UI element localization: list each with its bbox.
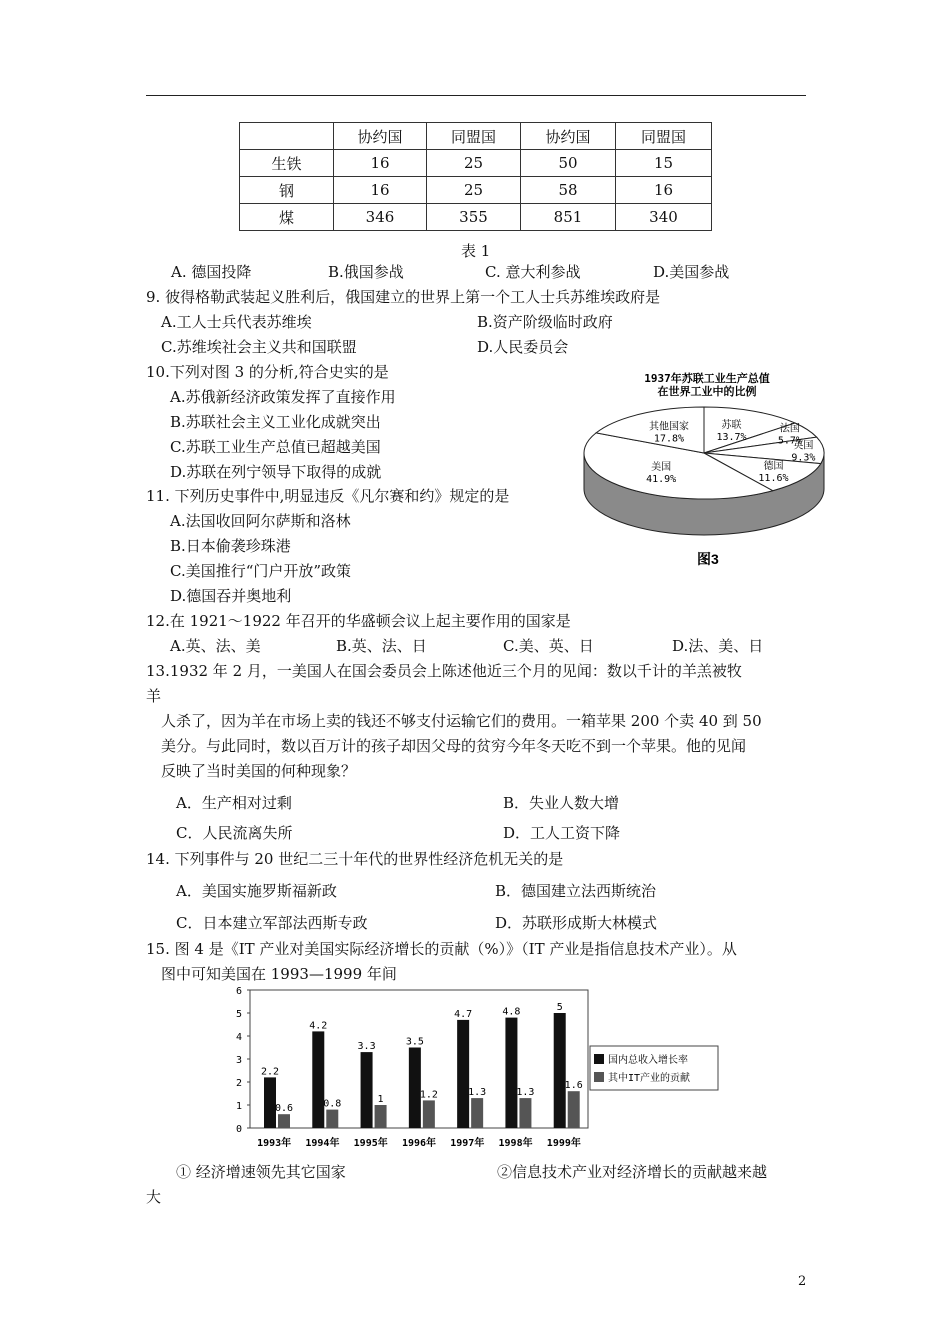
q13-line-1: 13.1932 年 2 月，一美国人在国会委员会上陈述他近三个月的见闻：数以千计的羊羔被牧 — [146, 662, 742, 680]
q9-option-c: C.苏维埃社会主义共和国联盟 — [161, 338, 357, 356]
x-tick-label: 1993年 — [257, 1138, 292, 1149]
table-cell: 25 — [427, 177, 521, 204]
q13-option-a: A．生产相对过剩 — [176, 794, 292, 812]
q12-option-a: A.英、法、美 — [170, 637, 261, 655]
q14-option-d: D．苏联形成斯大林模式 — [495, 914, 658, 932]
y-tick-label: 0 — [235, 1124, 242, 1135]
table-cell: 15 — [616, 150, 712, 177]
bar-value-label: 1.2 — [419, 1089, 438, 1101]
table-caption: 表 1 — [461, 242, 491, 260]
bar-value-label: 4.7 — [454, 1008, 473, 1020]
table-cell: 58 — [521, 177, 616, 204]
q15-line-2: 图中可知美国在 1993—1999 年间 — [161, 965, 397, 983]
table-header-cell: 协约国 — [521, 123, 616, 150]
q10-option-c: C.苏联工业生产总值已超越美国 — [170, 438, 381, 456]
bar-gdp-growth — [409, 1048, 421, 1129]
bar-value-label: 0.6 — [274, 1103, 294, 1115]
q14-option-c: C．日本建立军部法西斯专政 — [176, 914, 368, 932]
q13-option-b: B．失业人数大增 — [503, 794, 620, 812]
q13-line-3: 人杀了，因为羊在市场上卖的钱还不够支付运输它们的费用。一箱苹果 200 个卖 40 到 50 — [161, 712, 762, 730]
table-cell: 16 — [616, 177, 712, 204]
q9-option-b: B.资产阶级临时政府 — [477, 313, 613, 331]
q9-option-a: A.工人士兵代表苏维埃 — [161, 313, 312, 331]
header-rule — [146, 95, 806, 96]
q11-stem: 11. 下列历史事件中,明显违反《凡尔赛和约》规定的是 — [146, 487, 510, 505]
table-1 — [239, 122, 712, 231]
table-row — [240, 150, 712, 177]
row-label: 煤 — [240, 204, 334, 231]
q12-option-d: D.法、美、日 — [672, 637, 764, 655]
q9-option-d: D.人民委员会 — [477, 338, 569, 356]
y-tick-label: 3 — [235, 1055, 242, 1066]
q11-option-c: C.美国推行“门户开放”政策 — [170, 562, 352, 580]
bar-it-contribution — [326, 1110, 338, 1128]
x-tick-label: 1997年 — [450, 1138, 485, 1149]
x-tick-label: 1999年 — [546, 1138, 581, 1149]
pie-value-uk: 9.3% — [791, 452, 816, 464]
y-tick-label: 6 — [235, 986, 242, 997]
pie-label-germany: 德国 — [763, 461, 784, 473]
q13-option-c: C．人民流离失所 — [176, 824, 293, 842]
table-header-cell: 协约国 — [334, 123, 427, 150]
y-tick-label: 2 — [235, 1078, 242, 1089]
x-tick-label: 1996年 — [401, 1138, 437, 1149]
bar-legend — [590, 1046, 718, 1090]
bar-chart-figure-4 — [224, 984, 724, 1154]
q12-stem: 12.在 1921～1922 年召开的华盛顿会议上起主要作用的国家是 — [146, 612, 571, 630]
bar-gdp-growth — [457, 1020, 469, 1128]
table-row — [240, 204, 712, 231]
q9-stem: 9. 彼得格勒武装起义胜利后，俄国建立的世界上第一个工人士兵苏维埃政府是 — [146, 288, 661, 306]
q11-option-a: A.法国收回阿尔萨斯和洛林 — [170, 512, 351, 530]
table-header-cell: 同盟国 — [427, 123, 521, 150]
bar-it-contribution — [423, 1100, 435, 1128]
q8-option-d: D.美国参战 — [653, 263, 730, 281]
table-cell: 50 — [521, 150, 616, 177]
q12-option-b: B.英、法、日 — [336, 637, 427, 655]
bar-gdp-growth — [505, 1018, 517, 1128]
q8-option-a: A. 德国投降 — [171, 263, 252, 281]
pie-label-usa: 美国 — [651, 462, 672, 474]
pie-value-france: 5.7% — [777, 435, 802, 447]
page-number: 2 — [798, 1274, 807, 1289]
pie-title-line-2: 在世界工业中的比例 — [657, 385, 757, 398]
bar-value-label: 1.3 — [516, 1087, 535, 1099]
q10-option-d: D.苏联在列宁领导下取得的成就 — [170, 463, 382, 481]
q15-line-1: 15. 图 4 是《IT 产业对美国实际经济增长的贡献（%）》（IT 产业是指信息技术产业）。从 — [146, 940, 737, 958]
q14-stem: 14. 下列事件与 20 世纪二三十年代的世界性经济危机无关的是 — [146, 850, 564, 868]
table-header-row — [240, 123, 712, 150]
pie-label-france: 法国 — [779, 423, 800, 435]
pie-title-line-1: 1937年苏联工业生产总值 — [644, 372, 770, 385]
legend-label: 国内总收入增长率 — [608, 1055, 688, 1066]
q13-line-5: 反映了当时美国的何种现象？ — [161, 762, 357, 780]
pie-value-ussr: 13.7% — [716, 432, 747, 444]
bar-it-contribution — [568, 1091, 580, 1128]
bar-it-contribution — [519, 1098, 531, 1128]
q8-option-c: C. 意大利参战 — [485, 263, 581, 281]
y-tick-label: 4 — [235, 1032, 242, 1043]
pie-label-uk: 英国 — [793, 440, 814, 452]
q10-option-b: B.苏联社会主义工业化成就突出 — [170, 413, 381, 431]
legend-label: 其中IT产业的贡献 — [608, 1073, 691, 1084]
table-cell: 851 — [521, 204, 616, 231]
bar-value-label: 4.2 — [309, 1020, 328, 1032]
table-cell: 340 — [616, 204, 712, 231]
pie-chart-figure-3 — [582, 368, 832, 568]
pie-value-usa: 41.9% — [646, 474, 677, 486]
q14-option-a: A．美国实施罗斯福新政 — [176, 882, 337, 900]
q13-line-4: 美分。与此同时，数以百万计的孩子却因父母的贫穷今年冬天吃不到一个苹果。他的见闻 — [161, 737, 747, 755]
table-header-cell — [240, 123, 334, 150]
pie-value-others: 17.8% — [653, 433, 685, 445]
bar-value-label: 1.3 — [468, 1087, 487, 1099]
q15-statement-2-cont: 大 — [146, 1188, 162, 1206]
bar-value-label: 3.5 — [405, 1036, 424, 1048]
bar-gdp-growth — [312, 1031, 324, 1128]
y-tick-label: 5 — [235, 1009, 242, 1020]
q13-option-d: D．工人工资下降 — [503, 824, 621, 842]
bar-value-label: 0.8 — [323, 1098, 342, 1110]
legend-swatch — [594, 1054, 604, 1064]
x-tick-label: 1998年 — [498, 1138, 533, 1149]
q8-option-b: B.俄国参战 — [328, 263, 404, 281]
legend-swatch — [594, 1072, 604, 1082]
q15-statement-2: ②信息技术产业对经济增长的贡献越来越 — [497, 1163, 768, 1181]
q10-stem: 10.下列对图 3 的分析,符合史实的是 — [146, 363, 389, 381]
table-row — [240, 177, 712, 204]
bar-gdp-growth — [361, 1052, 373, 1128]
x-tick-label: 1994年 — [305, 1138, 340, 1149]
pie-label-ussr: 苏联 — [721, 420, 742, 432]
table-cell: 16 — [334, 177, 427, 204]
bar-value-label: 4.8 — [502, 1006, 521, 1018]
table-header-cell: 同盟国 — [616, 123, 712, 150]
q11-option-d: D.德国吞并奥地利 — [170, 587, 292, 605]
pie-label-others: 其他国家 — [648, 421, 689, 433]
q14-option-b: B．德国建立法西斯统治 — [495, 882, 657, 900]
row-label: 生铁 — [240, 150, 334, 177]
table-cell: 16 — [334, 150, 427, 177]
bar-value-label: 3.3 — [357, 1041, 376, 1053]
table-cell: 25 — [427, 150, 521, 177]
q11-option-b: B.日本偷袭珍珠港 — [170, 537, 291, 555]
bar-gdp-growth — [554, 1013, 566, 1128]
bar-it-contribution — [375, 1105, 387, 1128]
pie-caption: 图3 — [697, 551, 719, 567]
bar-value-label: 5 — [556, 1002, 563, 1013]
table-cell: 346 — [334, 204, 427, 231]
bar-it-contribution — [278, 1114, 290, 1128]
q10-option-a: A.苏俄新经济政策发挥了直接作用 — [170, 388, 396, 406]
bar-value-label: 1.6 — [564, 1080, 583, 1092]
q13-line-2: 羊 — [146, 687, 162, 705]
y-tick-label: 1 — [235, 1101, 242, 1112]
row-label: 钢 — [240, 177, 334, 204]
pie-value-germany: 11.6% — [758, 473, 789, 485]
bar-value-label: 1 — [377, 1094, 384, 1105]
bar-value-label: 2.2 — [260, 1066, 280, 1078]
table-cell: 355 — [427, 204, 521, 231]
bar-it-contribution — [471, 1098, 483, 1128]
q12-option-c: C.美、英、日 — [503, 637, 594, 655]
q15-statement-1: ① 经济增速领先其它国家 — [176, 1163, 346, 1181]
x-tick-label: 1995年 — [353, 1138, 388, 1149]
